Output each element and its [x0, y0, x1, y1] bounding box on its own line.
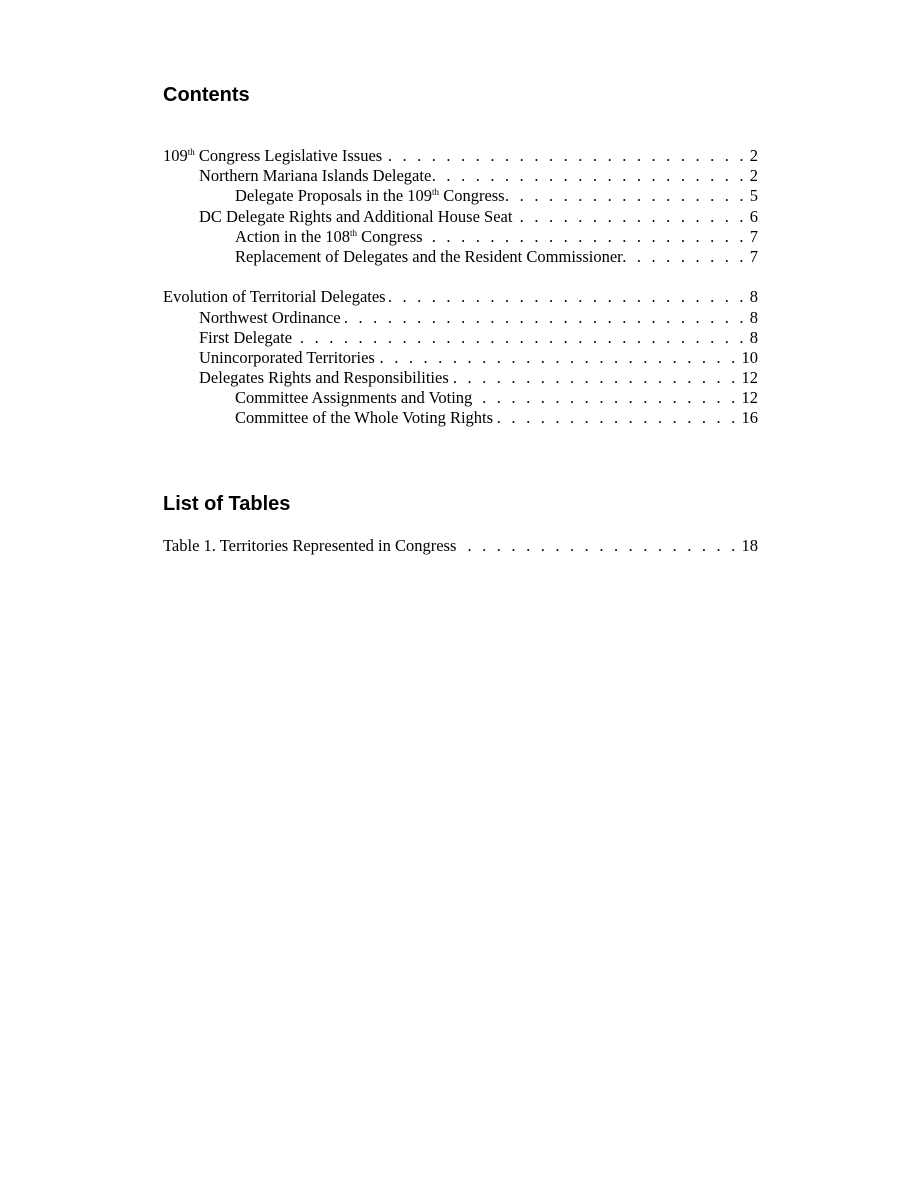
toc-entry-unincorporated-territories[interactable] [163, 348, 758, 368]
toc-entry-title: DC Delegate Rights and Additional House Seat [199, 206, 513, 226]
dot-leader [493, 408, 741, 428]
contents-list [163, 146, 758, 429]
dot-leader [341, 308, 750, 328]
toc-entry-title: Northern Mariana Islands Delegate [199, 166, 432, 186]
toc-entry-title: Delegate Proposals in the 109th Congress [235, 186, 505, 206]
dot-leader [386, 287, 750, 307]
toc-entry-page: 8 [749, 327, 758, 347]
toc-entry-title: Action in the 108th Congress [235, 226, 423, 246]
toc-entry-title: Table 1. Territories Represented in Congress [163, 536, 457, 555]
list-of-tables-heading: List of Tables [163, 493, 291, 515]
dot-leader [292, 328, 750, 348]
dot-leader [456, 536, 741, 556]
toc-entry-table-1[interactable] [163, 536, 758, 556]
toc-entry-page: 18 [741, 536, 758, 555]
toc-entry-109th-congress-legislative-issues[interactable] [163, 146, 758, 166]
toc-entry-title: 109th Congress Legislative Issues [163, 146, 383, 165]
toc-entry-title: Unincorporated Territories [199, 347, 375, 367]
dot-leader [472, 388, 741, 408]
toc-entry-page: 8 [749, 307, 758, 327]
dot-leader [512, 207, 749, 227]
dot-leader [449, 368, 742, 388]
toc-entry-dc-delegate-rights[interactable] [163, 207, 758, 227]
toc-entry-evolution-of-territorial-delegates[interactable] [163, 287, 758, 307]
toc-entry-title: Replacement of Delegates and the Resident Commissioner [235, 246, 623, 266]
toc-entry-page: 2 [749, 166, 758, 186]
toc-entry-title: Northwest Ordinance [199, 307, 341, 327]
toc-entry-title: First Delegate [199, 327, 293, 347]
toc-entry-first-delegate[interactable] [163, 328, 758, 348]
toc-entry-page: 5 [749, 186, 758, 206]
toc-entry-northwest-ordinance[interactable] [163, 308, 758, 328]
toc-entry-committee-assignments-and-voting[interactable] [163, 388, 758, 408]
dot-leader [505, 186, 750, 206]
toc-entry-page: 6 [749, 206, 758, 226]
toc-entry-page: 2 [749, 146, 758, 165]
toc-entry-page: 7 [749, 246, 758, 266]
toc-entry-title: Committee of the Whole Voting Rights [235, 408, 494, 428]
toc-entry-committee-of-the-whole-voting-rights[interactable] [163, 408, 758, 428]
toc-entry-page: 8 [749, 287, 758, 307]
dot-leader [375, 348, 742, 368]
contents-heading: Contents [163, 84, 250, 106]
toc-entry-action-108th-congress[interactable] [163, 227, 758, 247]
toc-entry-delegate-proposals-109th[interactable] [163, 186, 758, 206]
toc-entry-page: 16 [741, 408, 758, 428]
dot-leader [423, 227, 750, 247]
list-of-tables [163, 536, 758, 556]
dot-leader [623, 247, 750, 267]
dot-leader [382, 146, 750, 166]
toc-entry-page: 10 [741, 347, 758, 367]
toc-entry-title: Delegates Rights and Responsibilities [199, 368, 449, 388]
toc-entry-title: Committee Assignments and Voting [235, 388, 473, 408]
dot-leader [431, 166, 749, 186]
toc-entry-delegates-rights-and-responsibilities[interactable] [163, 368, 758, 388]
toc-entry-title: Evolution of Territorial Delegates [163, 287, 386, 307]
toc-entry-northern-mariana-islands-delegate[interactable] [163, 166, 758, 186]
toc-entry-page: 12 [741, 368, 758, 388]
toc-entry-page: 7 [749, 226, 758, 246]
toc-entry-replacement-of-delegates[interactable] [163, 247, 758, 267]
toc-entry-page: 12 [741, 388, 758, 408]
